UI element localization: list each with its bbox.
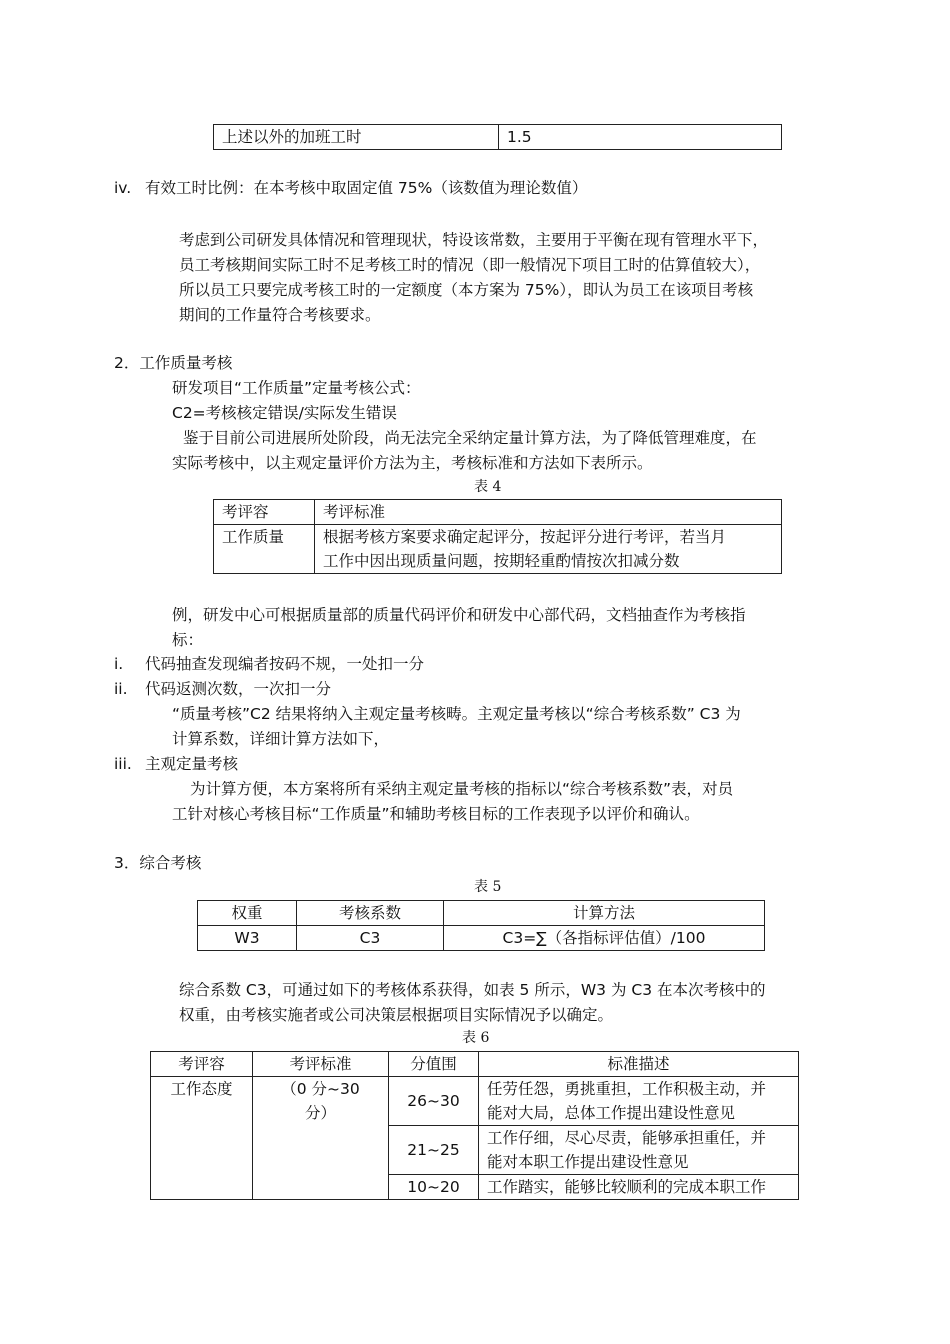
table-cell: 21~25 [389, 1126, 479, 1175]
table-header-row [198, 901, 765, 926]
list-item-text: 有效工时比例：在本考核中取固定值 75%（该数值为理论数值） [145, 179, 588, 197]
table-header-row [151, 1052, 799, 1077]
table-cell: C3=∑（各指标评估值）/100 [444, 926, 765, 951]
paragraph-line: 例，研发中心可根据质量部的质量代码评价和研发中心部代码，文档抽查作为考核指 [172, 606, 746, 624]
cell-line: 工作踏实，能够比较顺利的完成本职工作 [487, 1178, 767, 1196]
attitude-table [150, 1051, 799, 1200]
paragraph-line: 期间的工作量符合考核要求。 [179, 306, 381, 324]
table-header: 计算方法 [444, 901, 765, 926]
paragraph-line: 考虑到公司研发具体情况和管理现状，特设该常数，主要用于平衡在现有管理水平下， [179, 231, 769, 249]
table-header: 考评容 [151, 1052, 253, 1077]
paragraph-line: 为计算方便，本方案将所有采纳主观定量考核的指标以“综合考核系数”表，对员 [190, 780, 734, 798]
table-cell [315, 525, 782, 574]
table-header-row [214, 500, 782, 525]
table-cell: 1.5 [499, 125, 782, 150]
table-cell [479, 1126, 799, 1175]
list-marker: ii. [114, 680, 128, 698]
list-item-text: 代码返测次数，一次扣一分 [145, 680, 332, 698]
cell-line: 任劳任怨，勇挑重担，工作积极主动，并 [487, 1080, 767, 1098]
paragraph-line: 员工考核期间实际工时不足考核工时的情况（即一般情况下项目工时的估算值较大）， [179, 256, 761, 274]
table-caption: 表 5 [474, 879, 502, 895]
table-cell: W3 [198, 926, 297, 951]
cell-line: 根据考核方案要求确定起评分，按起评分进行考评，若当月 [323, 528, 727, 546]
paragraph-line: 综合系数 C3，可通过如下的考核体系获得，如表 5 所示，W3 为 C3 在本次考核中的 [179, 981, 766, 999]
table-cell: 26~30 [389, 1077, 479, 1126]
table-cell: 工作质量 [214, 525, 315, 574]
cell-line: 能对大局，总体工作提出建设性意见 [487, 1104, 736, 1122]
table-header: 分值围 [389, 1052, 479, 1077]
cell-line: 工作中因出现质量问题，按期轻重酌情按次扣减分数 [323, 552, 680, 570]
section-heading: 3．综合考核 [114, 854, 202, 872]
quality-table [213, 499, 782, 574]
table-header: 考评容 [214, 500, 315, 525]
table-cell [479, 1077, 799, 1126]
paragraph-line: 工针对核心考核目标“工作质量”和辅助考核目标的工作表现予以评价和确认。 [172, 805, 700, 823]
list-marker: iv. [114, 179, 132, 197]
table-cell [479, 1175, 799, 1200]
table-header: 权重 [198, 901, 297, 926]
table-header: 考评标准 [315, 500, 782, 525]
table-cell [253, 1077, 389, 1200]
table-caption: 表 6 [462, 1030, 490, 1046]
table-row [214, 125, 782, 150]
paragraph-line: 鉴于目前公司进展所处阶段，尚无法完全采纳定量计算方法，为了降低管理难度，在 [183, 429, 757, 447]
composite-table [197, 900, 765, 951]
paragraph-line: 实际考核中，以主观定量评价方法为主，考核标准和方法如下表所示。 [172, 454, 653, 472]
table-header: 考核系数 [297, 901, 444, 926]
table-header: 标准描述 [479, 1052, 799, 1077]
cell-line: （0 分~30 [281, 1080, 360, 1098]
table-cell: 10~20 [389, 1175, 479, 1200]
table-caption: 表 4 [474, 479, 502, 495]
section-heading: 2．工作质量考核 [114, 354, 233, 372]
paragraph-line: 所以员工只要完成考核工时的一定额度（本方案为 75%），即认为员工在该项目考核 [179, 281, 754, 299]
table-cell: 上述以外的加班工时 [214, 125, 499, 150]
paragraph-line: 权重，由考核实施者或公司决策层根据项目实际情况予以确定。 [179, 1006, 614, 1024]
table-cell: 工作态度 [151, 1077, 253, 1200]
formula-intro: 研发项目“工作质量”定量考核公式： [172, 379, 421, 397]
list-item-text: 主观定量考核 [145, 755, 239, 773]
list-marker: iii. [114, 755, 132, 773]
cell-line: 分） [304, 1104, 336, 1122]
table-row [198, 926, 765, 951]
table-header: 考评标准 [253, 1052, 389, 1077]
overtime-table [213, 124, 782, 150]
cell-line: 能对本职工作提出建设性意见 [487, 1153, 689, 1171]
cell-line: 工作仔细，尽心尽责，能够承担重任，并 [487, 1129, 767, 1147]
paragraph-line: 标： [172, 631, 204, 649]
list-item-text: 代码抽查发现编者按码不规，一处扣一分 [145, 655, 425, 673]
table-row [214, 525, 782, 574]
list-marker: i. [114, 655, 124, 673]
formula: C2=考核核定错误/实际发生错误 [172, 404, 397, 422]
paragraph-line: 计算系数，详细计算方法如下， [172, 730, 390, 748]
table-cell: C3 [297, 926, 444, 951]
paragraph-line: “质量考核”C2 结果将纳入主观定量考核畴。主观定量考核以“综合考核系数” C3 为 [172, 705, 741, 723]
table-row [151, 1077, 799, 1126]
